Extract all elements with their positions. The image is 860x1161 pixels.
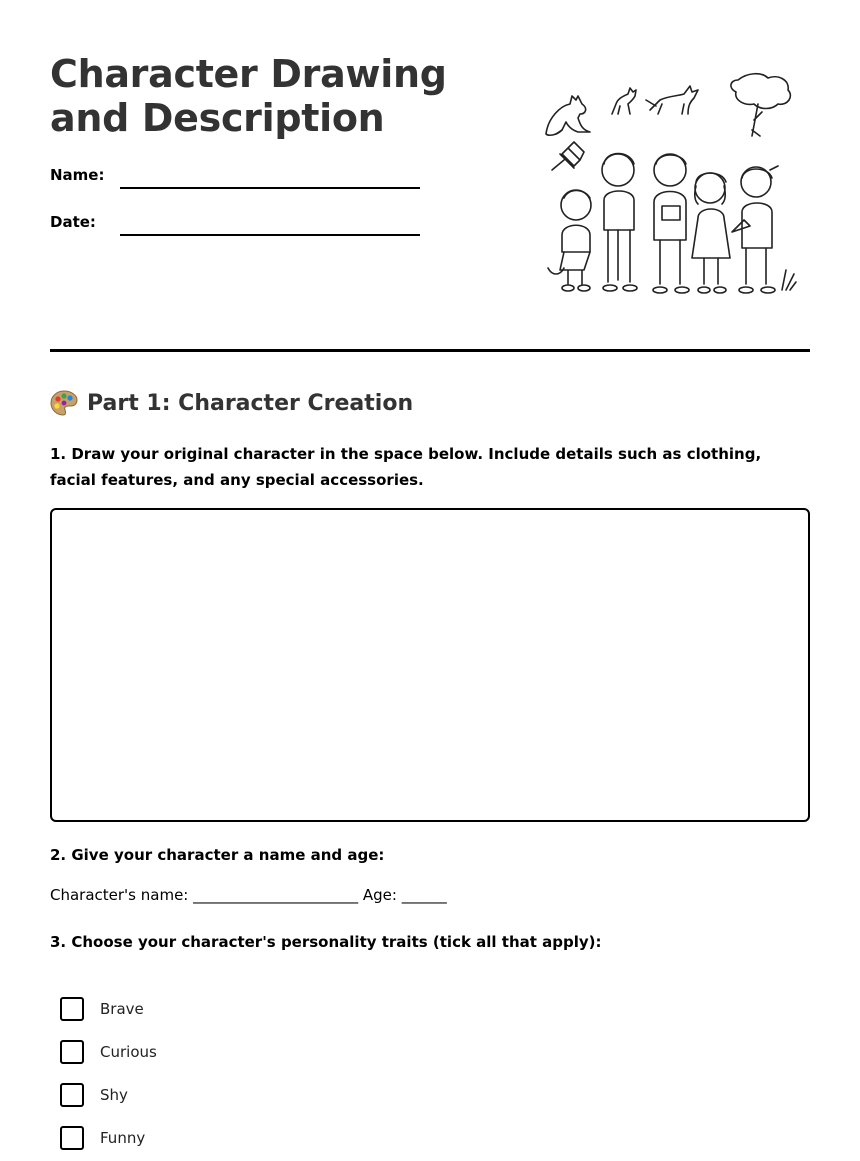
trait-label: Shy <box>100 1086 128 1104</box>
child-1 <box>548 190 591 291</box>
trait-label: Brave <box>100 1000 144 1018</box>
tree-icon <box>731 74 790 136</box>
trait-option[interactable] <box>60 1040 157 1064</box>
kangaroo-icon <box>546 96 590 135</box>
grass-icon <box>782 270 796 290</box>
child-3 <box>653 154 689 293</box>
checkbox[interactable] <box>60 1040 84 1064</box>
child-5 <box>732 166 778 293</box>
name-label: Name: <box>50 166 105 184</box>
checkbox[interactable] <box>60 997 84 1021</box>
page-title: Character Drawing and Description <box>50 52 447 140</box>
child-2 <box>602 154 637 292</box>
pushpin-icon <box>552 142 584 170</box>
name-field[interactable] <box>120 187 420 189</box>
dingo-icon <box>646 86 698 114</box>
small-kangaroo-icon <box>612 88 636 114</box>
drawing-area[interactable] <box>50 508 810 822</box>
checkbox[interactable] <box>60 1126 84 1150</box>
trait-option[interactable] <box>60 997 144 1021</box>
trait-option[interactable] <box>60 1083 128 1107</box>
checkbox[interactable] <box>60 1083 84 1107</box>
palette-icon <box>50 390 78 416</box>
name-age-answer[interactable]: Character's name: ______________________ Age: ______ <box>50 886 447 904</box>
divider <box>50 349 810 352</box>
child-4 <box>692 173 730 293</box>
trait-label: Curious <box>100 1043 157 1061</box>
question-2: 2. Give your character a name and age: <box>50 846 385 864</box>
children-illustration <box>538 70 798 305</box>
date-field[interactable] <box>120 234 420 236</box>
question-1: 1. Draw your original character in the space below. Include details such as clothing, facial features, and any special accessories. <box>50 445 762 489</box>
section-title-text: Part 1: Character Creation <box>87 390 414 416</box>
section-title-part1 <box>50 390 413 416</box>
date-label: Date: <box>50 213 96 231</box>
trait-label: Funny <box>100 1129 146 1147</box>
question-3: 3. Choose your character's personality traits (tick all that apply): <box>50 933 602 951</box>
trait-option[interactable] <box>60 1126 145 1150</box>
